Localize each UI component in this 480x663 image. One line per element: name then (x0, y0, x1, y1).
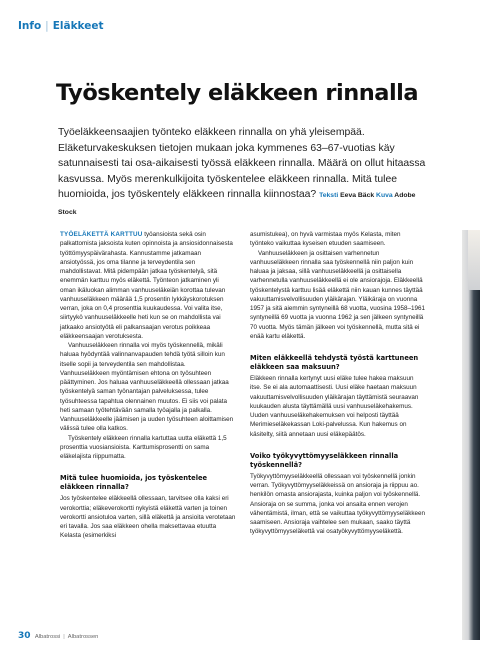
paragraph: Eläkkeen rinnalla kertynyt uusi eläke tulee hakea maksuun itse. Se ei ala automaattisesti. Uusi eläke haetaan maksuun vakuuttamisvelvollisuuden yläikärajan täyttämistä seuraavan kuukauden alusta täyttämällä uusi vanhuuseläkehakemus. Uuden vanhuuseläkehakemuksen voi helposti täyttää Merimieseläkekassan Loki-palvelussa. Kun hakemus on käsitelty, siitä annetaan uusi eläkepäätös. (250, 375, 419, 438)
paragraph: Työskentely eläkkeen rinnalla kartuttaa uutta eläkettä 1,5 prosenttia vuosiansioista. Karttumisprosentti on sama eläkelajista riippumatta. (60, 434, 227, 460)
left-column (60, 230, 236, 541)
page-footer (18, 631, 98, 641)
lead-in-caps: TYÖELÄKETTÄ KARTTUU (60, 231, 143, 238)
page-number: 30 (18, 631, 31, 641)
credit-image-label: Kuva (376, 192, 393, 200)
article-lead (58, 125, 430, 221)
credit-text-label: Teksti (319, 192, 339, 200)
magazine-name: Albatrossi (34, 634, 61, 640)
subheading: Miten eläkkeellä tehdystä työstä karttuneen eläkkeen saa maksuun? (250, 354, 419, 371)
credit-author: Eeva Bäck (340, 192, 375, 200)
subsection-label: Eläkkeet (52, 20, 104, 32)
paragraph: asumistukea), on hyvä varmistaa myös Kelasta, miten työnteko vaikuttaa kyseisen etuuden saamiseen. (250, 231, 401, 248)
photo-edge (462, 230, 480, 640)
footer-divider: | (63, 634, 65, 640)
section-kicker (18, 20, 104, 32)
credit-image-source: Adobe Stock (58, 192, 416, 216)
magazine-name-alt: Albatrossen (67, 634, 99, 640)
paragraph-text: työansioista sekä osin palkattomista jaksoista kuten opinnoista ja ansiosidonnaisesta työttömyyspäivärahasta. Kannustamme jatkamaan ansiotyössä, jos oma tilanne ja terveydentila sen mahdollistavat. Mitä pidempään jatkaa työskentelyä, sitä enemmän karttuu myös eläkettä. Työnteon jatkaminen yli oman ikäluokan alimman vanhuuseläkeiän korottaa tulevan vanhuuseläkkeen määrää 1,5 prosentin lykkäyskorotuksen verran, joka on 0,4 prosenttia kuukaudessa. Voi valita itse, siirtyykö vanhuuseläkkeelle heti kun se on mahdollista vai jatkaako ansiotyötä eli palkansaajan verotus poikkeaa eläkkeensaajan verotuksesta. (60, 231, 233, 340)
subheading: Mitä tulee huomioida, jos työskentelee eläkkeen rinnalla? (60, 474, 208, 492)
paragraph: Vanhuuseläkkeen ja osittaisen varhennetun vanhuuseläkkeen rinnalla saa työskennellä niin paljon kuin haluaa ja jaksaa, sillä vanhuuseläkkeellä ja osittaisella varhennetulla vanhuuseläkkeellä ei ole ansiorajoja. Eläkkeellä työskentelystä karttuu lisää eläkettä niin kauan kunnes täyttää vakuuttamisvelvollisuuden yläikärajan. Yläikäraja on vuonna 1957 ja sitä aiemmin syntyneillä 68 vuotta, vuosina 1958–1961 syntyneillä 69 vuotta ja vuonna 1962 ja sen jälkeen syntyneillä 70 vuotta. Myös tämän jälkeen voi työskennellä, mutta sitä ei enää kartu eläkettä. (250, 249, 426, 340)
lead-text: Työeläkkeensaajien työnteko eläkkeen rinnalla on yhä yleisempää. Eläketurvakeskuksen tietojen mukaan joka kymmenes 63–67-vuotias käy satunnaisesti tai osa-aikaisesti työssä eläkkeen rinnalla. Määrä on ollut hitaassa kasvussa. Myös merenkulkijoita työskentelee eläkkeen rinnalla. Mitä tulee huomioida, jos työskentely eläkkeen rinnalla kiinnostaa? (58, 127, 426, 201)
spacer (60, 461, 236, 474)
section-label: Info (18, 20, 42, 32)
spacer (250, 439, 426, 452)
paragraph: Työkyvyttömyyseläkkeellä ollessaan voi työskennellä jonkin verran. Työkyvyttömyyseläkkeissä on ansioraja ja riippuu ao. henkilön omasta ansiorajasta, kuinka paljon voi työskennellä. Ansioraja on se summa, jonka voi ansaita ennen verojen vähentämistä, ilman, että se vaikuttaa työkyvyttömyyseläkkeen saamiseen. Ansioraja vaihtelee sen mukaan, saako täyttä työkyvyttömyyseläkettä vai osatyökyvyttömyyseläkettä. (250, 472, 425, 536)
spacer (250, 341, 426, 354)
paragraph: Jos työskentelee eläkkeellä ollessaan, tarvitsee olla kaksi eri verokorttia; eläkeverokortti nykyistä eläkettä varten ja toinen verokortti ansiotuloa varten, sillä eläkettä ja ansioita verotetaan eri tavalla. Jos saa eläkkeen ohella maksettavaa etuutta Kelasta (esimerkiksi (60, 495, 236, 540)
kicker-divider: | (45, 20, 49, 32)
photo-highlight (468, 230, 480, 290)
subheading: Voiko työkyvyttömyyseläkkeen rinnalla työskennellä? (250, 451, 399, 469)
article-title: Työskentely eläkkeen rinnalla (56, 80, 419, 106)
right-column (250, 230, 426, 537)
paragraph (60, 230, 236, 341)
paragraph: Vanhuuseläkkeen rinnalla voi myös työskennellä, mikäli haluaa hyödyntää valinnanvapauden tehdä työtä silloin kun itselle sopii ja terveydentila sen mahdollistaa. Vanhuuseläkkeen myöntämisen ehtona on työsuhteen päättyminen. Jos haluaa vanhuuseläkkeellä ollessaan jatkaa työskentelyä saman työnantajan palveluksessa, tulee työsuhteessa tapahtua olennainen muutos. Ei siis voi palata heti samaan työtehtävään samalla työajalla ja palkalla. Vanhuuseläkkeelle jäämisen ja uuden työsuhteen aloittamisen välissä tulee olla katkos. (60, 342, 234, 433)
